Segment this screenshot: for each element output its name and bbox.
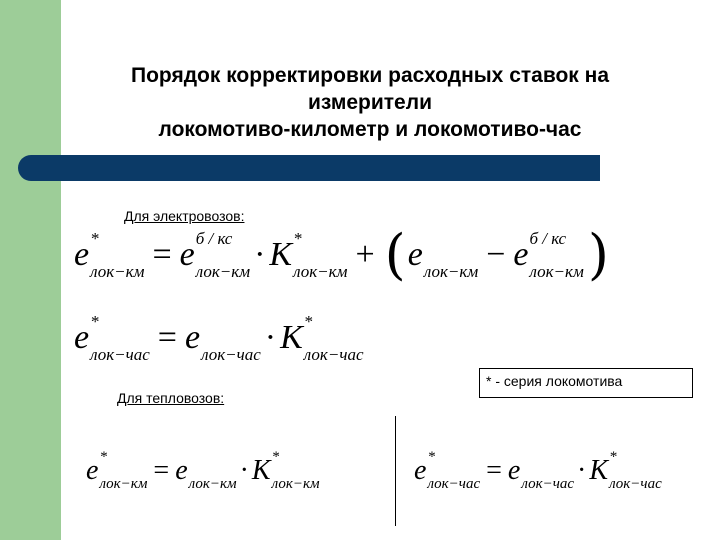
symbol-e: e — [74, 236, 90, 273]
formula-electric-hour — [74, 313, 364, 363]
symbol-e: e — [507, 455, 521, 486]
superscript: * — [609, 449, 617, 465]
formula-term — [408, 230, 478, 280]
equals-sign: = — [152, 236, 172, 273]
subscript: лок−час — [609, 476, 662, 492]
title-line-2: измерители — [308, 91, 432, 114]
formula-term — [175, 450, 236, 492]
formula-term — [74, 230, 144, 280]
column-divider — [395, 416, 396, 526]
subscript: лок−час — [303, 345, 364, 364]
superscript: * — [99, 449, 107, 465]
symbol-k: K — [589, 455, 609, 486]
electric-section-label: Для электровозов: — [124, 208, 245, 224]
symbol-k: K — [269, 236, 293, 273]
multiply-dot: · — [239, 455, 249, 486]
formula-diesel-km — [86, 450, 320, 492]
superscript: * — [90, 312, 99, 331]
superscript: * — [427, 449, 435, 465]
superscript — [189, 450, 237, 465]
equals-sign: = — [153, 455, 170, 486]
formula-term — [252, 450, 320, 492]
formula-term — [180, 230, 250, 280]
symbol-e: e — [513, 236, 529, 273]
minus-sign: − — [486, 236, 506, 273]
superscript — [521, 450, 574, 465]
formula-term — [280, 313, 363, 363]
symbol-e: e — [179, 236, 195, 273]
open-parenthesis: ( — [384, 223, 406, 286]
page-title — [60, 62, 680, 143]
title-line-1: Порядок корректировки расходных ставок на — [130, 64, 610, 87]
superscript: * — [90, 229, 99, 248]
subscript: лок−час — [427, 476, 481, 492]
superscript: б / кс — [529, 229, 567, 248]
formula-term — [513, 230, 583, 280]
superscript: * — [303, 312, 313, 331]
title-line-3: локомотиво-километр и локомотиво-час — [158, 118, 582, 141]
multiply-dot: · — [254, 236, 266, 273]
formula-term — [269, 230, 347, 280]
formula-electric-km — [74, 223, 609, 286]
formula-term — [508, 450, 574, 492]
formula-term — [86, 450, 147, 492]
symbol-e: e — [86, 455, 99, 486]
formula-term — [74, 313, 150, 363]
multiply-dot: · — [577, 455, 587, 486]
symbol-e: e — [407, 236, 423, 273]
close-parenthesis: ) — [587, 223, 609, 286]
equals-sign: = — [157, 319, 177, 356]
subscript: лок−км — [293, 262, 348, 281]
subscript: лок−км — [99, 476, 148, 492]
superscript: * — [293, 229, 302, 248]
symbol-e: e — [184, 319, 201, 356]
subscript: лок−км — [90, 262, 145, 281]
legend-box — [479, 368, 693, 398]
subscript: лок−км — [529, 262, 584, 281]
formula-term — [414, 450, 480, 492]
subscript: лок−км — [195, 262, 251, 281]
subscript: лок−час — [201, 345, 261, 364]
superscript — [201, 313, 261, 330]
equals-sign: = — [486, 455, 502, 486]
multiply-dot: · — [264, 319, 277, 356]
title-divider-bar — [18, 155, 600, 181]
symbol-e: e — [175, 455, 188, 486]
superscript — [424, 230, 478, 247]
symbol-k: K — [280, 319, 303, 356]
superscript: б / кс — [195, 229, 233, 248]
formula-term — [185, 313, 261, 363]
plus-sign: + — [355, 236, 375, 273]
subscript: лок−час — [521, 476, 575, 492]
subscript: лок−км — [271, 476, 320, 492]
diesel-section-label: Для тепловозов: — [117, 390, 225, 406]
subscript: лок−км — [423, 262, 479, 281]
symbol-e: e — [74, 319, 90, 356]
formula-term — [589, 450, 661, 492]
legend-text: * - серия локомотива — [486, 373, 623, 389]
subscript: лок−км — [188, 476, 237, 492]
symbol-e: e — [414, 455, 427, 486]
symbol-k: K — [251, 455, 271, 486]
formula-diesel-hour — [414, 450, 662, 492]
superscript: * — [271, 449, 280, 465]
subscript: лок−час — [90, 345, 150, 364]
